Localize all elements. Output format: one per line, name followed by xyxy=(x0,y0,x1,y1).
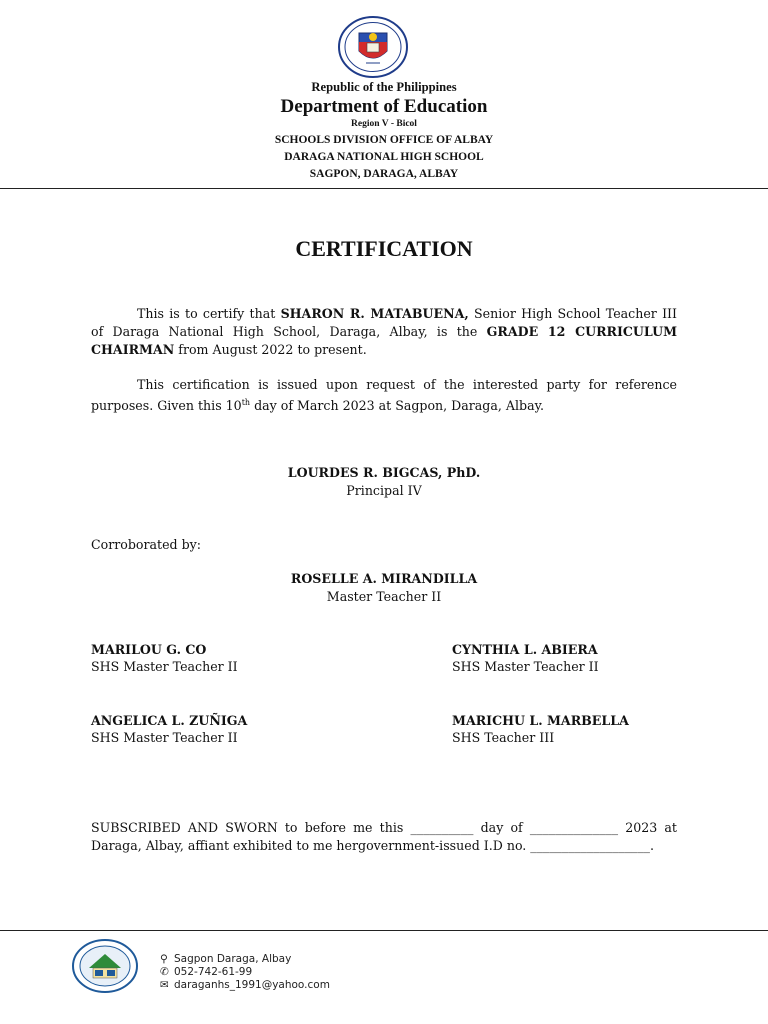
signatory-left-2-name: ANGELICA L. ZUÑIGA xyxy=(91,713,248,728)
division-line: SCHOOLS DIVISION OFFICE OF ALBAY xyxy=(274,134,494,146)
master-teacher-title: Master Teacher II xyxy=(326,589,442,604)
signatory-left-1-name: MARILOU G. CO xyxy=(91,642,207,657)
certified-role: GRADE 12 CURRICULUM CHAIRMAN xyxy=(91,324,678,357)
email-icon: ✉ xyxy=(160,979,169,991)
footer-email-row xyxy=(160,979,330,991)
signatory-right-1-title: SHS Master Teacher II xyxy=(452,659,599,674)
certification-paragraph: This is to certify that SHARON R. MATABUENA, Senior High School Teacher III of Daraga National High School, Daraga, Albay, is the GRADE 12 CURRICULUM CHAIRMAN from August 2022 to present. xyxy=(91,306,678,357)
school-logo xyxy=(71,938,139,994)
location-pin-icon: ⚲ xyxy=(160,953,168,965)
region-line: Region V - Bicol xyxy=(351,119,417,129)
principal-title: Principal IV xyxy=(346,483,422,498)
deped-seal xyxy=(337,15,409,79)
school-line: DARAGA NATIONAL HIGH SCHOOL xyxy=(284,151,484,163)
signatory-right-2-name: MARICHU L. MARBELLA xyxy=(452,713,629,728)
republic-line: Republic of the Philippines xyxy=(311,80,457,94)
header-divider xyxy=(0,188,768,189)
signatory-right-2-title: SHS Teacher III xyxy=(452,730,555,745)
document-title: CERTIFICATION xyxy=(295,236,473,261)
footer-email-link[interactable]: daraganhs_1991@yahoo.com xyxy=(174,979,330,991)
phone-icon: ✆ xyxy=(160,966,169,978)
department-name: Department of Education xyxy=(280,96,488,117)
signatory-left-1-title: SHS Master Teacher II xyxy=(91,659,238,674)
signatory-right-1-name: CYNTHIA L. ABIERA xyxy=(452,642,598,657)
certified-person: SHARON R. MATABUENA, xyxy=(280,306,469,321)
signatory-left-2-title: SHS Master Teacher II xyxy=(91,730,238,745)
principal-name: LOURDES R. BIGCAS, PhD. xyxy=(287,465,481,480)
footer-divider xyxy=(0,930,768,931)
footer-phone-row: ✆ 052-742-61-99 xyxy=(160,966,253,978)
master-teacher-name: ROSELLE A. MIRANDILLA xyxy=(290,571,478,586)
footer-address-row: ⚲ Sagpon Daraga, Albay xyxy=(160,953,292,965)
oath-paragraph: SUBSCRIBED AND SWORN to before me this __________ day of ______________ 2023 at Daraga, Albay, affiant exhibited to me hergovernment-issued I.D no. ___________________. xyxy=(91,820,677,853)
purpose-paragraph: This certification is issued upon request of the interested party for reference purposes. Given this 10th day of March 2023 at Sagpon, Daraga, Albay. xyxy=(91,377,677,414)
corroborated-label: Corroborated by: xyxy=(91,537,202,552)
address-line: SAGPON, DARAGA, ALBAY xyxy=(309,168,459,180)
